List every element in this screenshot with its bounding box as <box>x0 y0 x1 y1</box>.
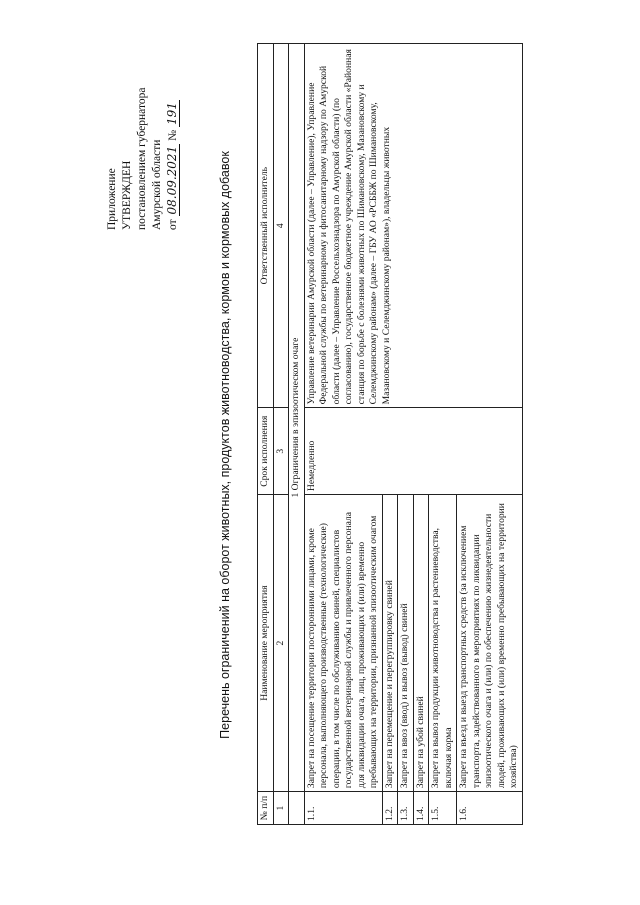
table-row <box>304 44 382 825</box>
restrictions-table <box>257 43 523 825</box>
header-measure-name: Наименование мероприятия <box>258 495 274 792</box>
header-term: Срок исполнения <box>258 408 274 495</box>
approval-block <box>105 88 181 230</box>
handwritten-number: 191 <box>165 102 179 126</box>
number-sign: № <box>167 129 179 141</box>
header-number: № п/п <box>258 792 274 825</box>
approved-label: УТВЕРЖДЕН <box>121 160 133 230</box>
col-number-2: 2 <box>273 495 289 792</box>
region-label: Амурской области <box>151 139 163 230</box>
row-number: 1.4. <box>413 792 429 825</box>
section-row <box>289 44 305 825</box>
handwritten-date: 08.09.2021 <box>165 145 179 215</box>
row-measure: Запрет на перемещение и перегруппировку свиней <box>382 495 398 792</box>
table-header-row <box>258 44 274 825</box>
col-number-4: 4 <box>273 44 289 408</box>
row-term: Немедленно <box>304 408 522 495</box>
column-number-row <box>273 44 289 825</box>
appendix-label: Приложение <box>106 168 118 230</box>
row-measure: Запрет на вывоз продукции животноводства и растениеводства, включая корма <box>429 495 457 792</box>
date-number-line <box>165 88 181 230</box>
row-measure: Запрет на убой свиней <box>413 495 429 792</box>
col-number-1: 1 <box>273 792 289 825</box>
section-title: 1 Ограничения в эпизоотическом очаге <box>289 44 305 792</box>
row-number: 1.3. <box>398 792 414 825</box>
row-number: 1.6. <box>457 792 523 825</box>
row-number: 1.1. <box>304 792 382 825</box>
row-number: 1.5. <box>429 792 457 825</box>
col-number-3: 3 <box>273 408 289 495</box>
header-executor: Ответственный исполнитель <box>258 44 274 408</box>
resolution-label: постановлением губернатора <box>136 87 148 230</box>
row-number: 1.2. <box>382 792 398 825</box>
document-title: Перечень ограничений на оборот животных, продуктов животноводства, кормов и кормовых добавок <box>218 151 232 739</box>
row-executor: Управление ветеринарии Амурской области (далее – Управление), Управление Федеральной службы по ветеринарному и фитосанитарному надзору по Амурской области (далее – Управление Россельхознадзора по Амурской области) (по согласованию), государственное бюджетное учреждение Амурской области «Районная станция по борьбе с болезнями животных по Шимановскому, Мазановскому и Селемджинскому районам» (далее – ГБУ АО «РСББЖ по Шимановскому, Мазановскому и Селемджинскому районам»), владельцы животных <box>304 44 522 408</box>
row-measure: Запрет на посещение территории посторонними лицами, кроме персонала, выполняющего производственные (технологические) операции, в том числе по обслуживанию свиней, специалистов государственной ветеринарной службы и привлеченного персонала для ликвидации очага, лиц, проживающих и (или) временно пребывающих на территории, признанной эпизоотическим очагом <box>304 495 382 792</box>
row-measure: Запрет на ввоз (ввод) и вывоз (вывод) свиней <box>398 495 414 792</box>
date-prefix: от <box>167 219 179 230</box>
row-measure: Запрет на въезд и выезд транспортных средств (за исключением транспорта, задействованного в мероприятиях по ликвидации эпизоотического очага и (или) по обеспечению жизнедеятельности людей, проживающих и (или) временно пребывающих на территории хозяйства) <box>457 495 523 792</box>
